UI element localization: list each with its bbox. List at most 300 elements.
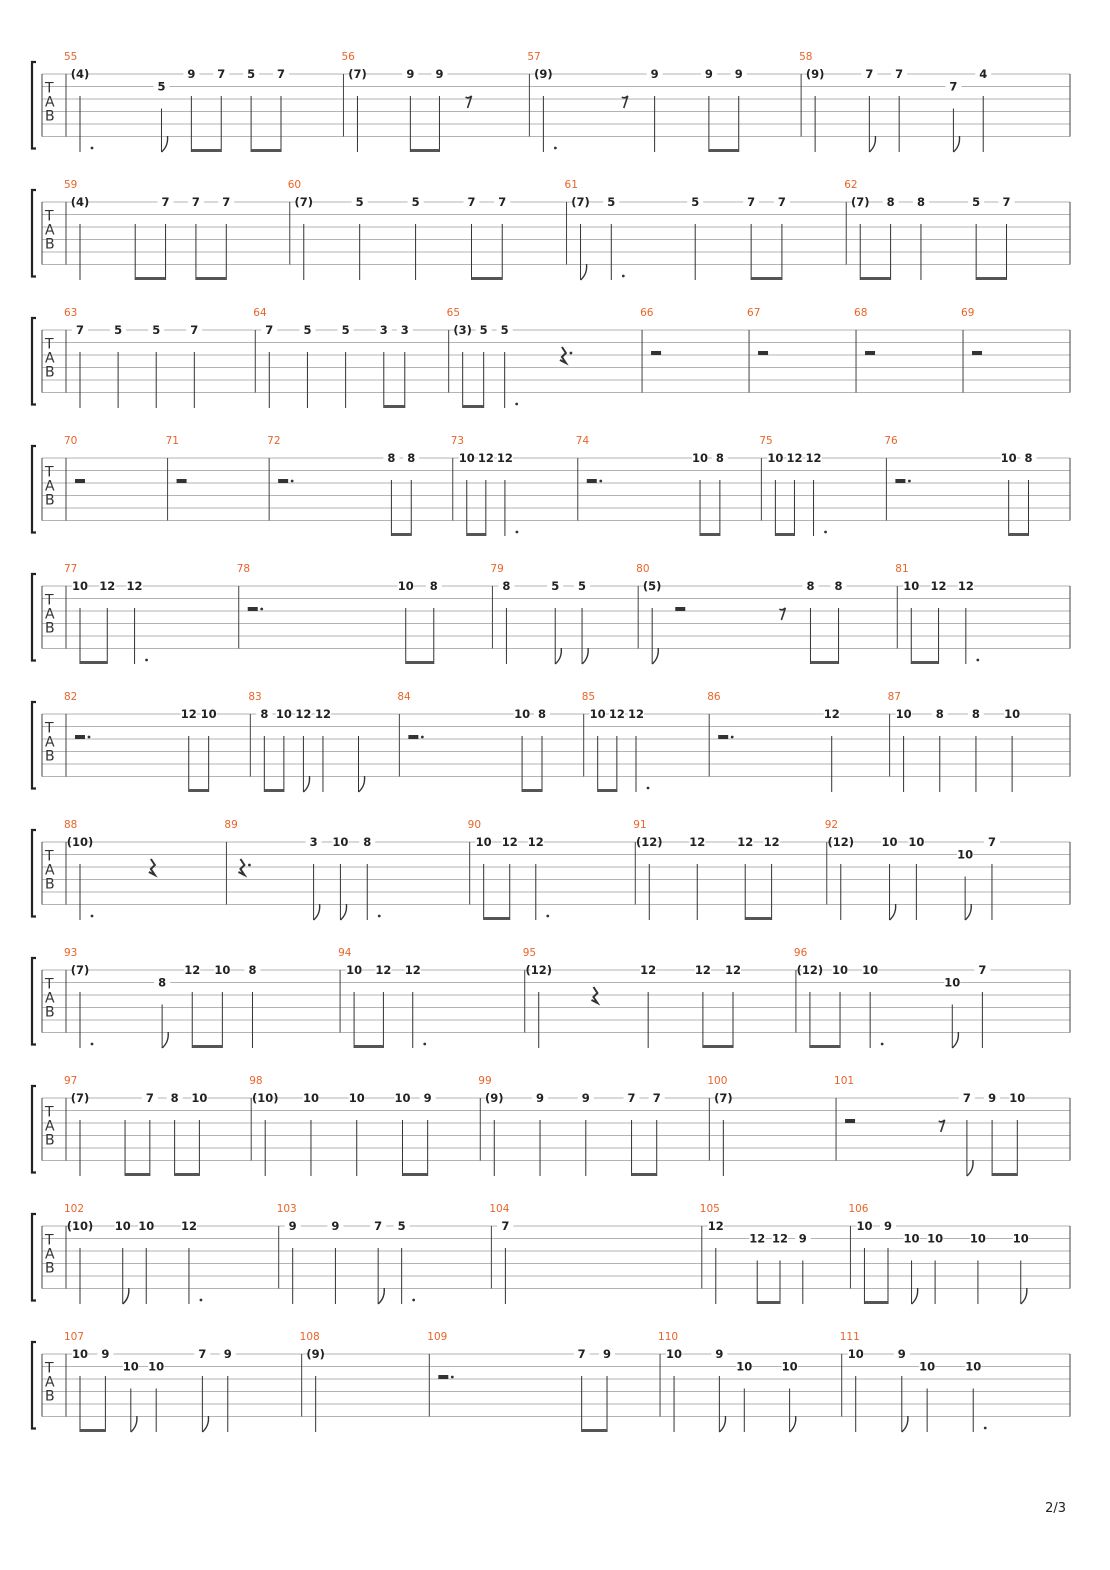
fret-number: 7 — [577, 1347, 586, 1361]
measure-number: 60 — [287, 179, 302, 191]
flag — [965, 904, 971, 920]
measure-number: 66 — [640, 307, 654, 319]
fret-number: (3) — [453, 323, 472, 337]
rest — [466, 96, 472, 108]
note — [932, 707, 948, 792]
flag — [131, 1416, 137, 1432]
fret-number: 10 — [666, 1347, 683, 1361]
fret-number: (7) — [850, 195, 870, 209]
tab-clef-letter: B — [45, 876, 55, 893]
measure-number: 64 — [253, 307, 267, 319]
note — [786, 451, 802, 536]
tab-system — [32, 1331, 1070, 1432]
note — [913, 195, 929, 280]
note — [285, 1219, 301, 1304]
beam — [192, 1045, 222, 1048]
note — [72, 579, 88, 664]
fret-number: 10 — [394, 1091, 411, 1105]
fret-number: 10 — [138, 1219, 155, 1233]
fret-number: 10 — [856, 1219, 873, 1233]
flag — [869, 136, 875, 152]
note — [689, 835, 705, 920]
tab-clef-letter: T — [45, 1104, 54, 1121]
note — [191, 1091, 207, 1176]
flag — [303, 776, 309, 792]
note — [856, 1219, 872, 1304]
note — [571, 195, 590, 280]
rest — [845, 1119, 855, 1123]
beam — [251, 149, 281, 152]
tab-clef-letter: A — [45, 1246, 55, 1263]
note — [1009, 1091, 1025, 1176]
beam — [911, 661, 938, 664]
fret-number: (4) — [70, 195, 90, 209]
note — [547, 579, 563, 664]
rest — [248, 607, 263, 611]
fret-number: 9 — [798, 1231, 807, 1246]
fret-number: 12 — [694, 963, 711, 977]
eighth-rest-glyph — [622, 96, 628, 108]
fret-number: 10 — [847, 1347, 864, 1361]
beam — [384, 405, 405, 408]
fret-number: 7 — [777, 195, 786, 209]
beam — [189, 789, 209, 792]
beam — [745, 917, 771, 920]
fret-number: 10 — [346, 963, 363, 977]
note — [453, 323, 472, 408]
half-rest-glyph — [177, 479, 187, 483]
note — [603, 195, 624, 280]
tab-system — [32, 563, 1070, 664]
note — [256, 707, 272, 792]
flag — [581, 264, 587, 280]
rest — [438, 1375, 453, 1379]
note — [142, 1091, 158, 1176]
note — [528, 835, 549, 920]
beam — [135, 277, 165, 280]
measure-number: 72 — [267, 435, 281, 447]
fret-number: 12 — [180, 1219, 197, 1233]
note — [959, 1091, 975, 1176]
fret-number: 10 — [908, 835, 925, 849]
fret-number: (7) — [70, 1091, 90, 1105]
note — [970, 1232, 986, 1305]
note — [984, 1091, 1000, 1176]
tab-clef-letter: T — [45, 976, 54, 993]
dot — [984, 1427, 987, 1430]
fret-number: 7 — [145, 1091, 154, 1105]
fret-number: 8 — [935, 707, 944, 721]
measure-number: 102 — [64, 1203, 85, 1215]
dot — [91, 915, 94, 918]
note — [408, 195, 424, 280]
note — [188, 195, 204, 280]
dot — [976, 659, 979, 662]
fret-number: 5 — [691, 195, 700, 209]
measure-number: 108 — [299, 1331, 320, 1343]
measure-number: 67 — [747, 307, 761, 319]
beam — [80, 1429, 105, 1432]
fret-number: 9 — [581, 1091, 590, 1105]
note — [1001, 451, 1017, 536]
note — [851, 195, 870, 280]
fret-number: 9 — [603, 1347, 612, 1361]
measure-number: 75 — [759, 435, 773, 447]
flag — [952, 1032, 958, 1048]
fret-number: 8 — [407, 451, 416, 465]
tab-clef-letter: B — [45, 1004, 55, 1021]
note — [882, 835, 898, 920]
beam — [632, 1173, 657, 1176]
note — [244, 963, 260, 1048]
note — [772, 1232, 788, 1305]
fret-number: 12 — [404, 963, 421, 977]
note — [802, 579, 818, 664]
fret-number: 7 — [652, 1091, 661, 1105]
note — [599, 1347, 615, 1432]
note — [148, 1360, 164, 1433]
measure-number: 65 — [446, 307, 461, 319]
note — [828, 835, 855, 920]
fret-number: 5 — [397, 1219, 406, 1233]
fret-number: 10 — [862, 963, 879, 977]
dot — [145, 659, 148, 662]
measure-number: 76 — [884, 435, 898, 447]
flag — [555, 648, 561, 664]
fret-number: 7 — [498, 195, 507, 209]
dot — [88, 736, 91, 739]
note — [71, 1091, 90, 1176]
fret-number: 12 — [749, 1231, 766, 1246]
tab-clef-letter: A — [45, 1374, 55, 1391]
fret-number: 7 — [467, 195, 476, 209]
note — [590, 707, 606, 792]
tab-clef-letter: T — [45, 848, 54, 865]
fret-number: 9 — [423, 1091, 432, 1105]
flag — [967, 1160, 973, 1176]
note — [795, 1232, 811, 1305]
measure-number: 96 — [793, 947, 808, 959]
flag — [340, 904, 346, 920]
note — [927, 1232, 943, 1305]
tab-system — [32, 307, 1070, 408]
note — [848, 1347, 864, 1432]
note — [359, 835, 380, 920]
tab-system — [32, 1203, 1070, 1304]
note — [213, 67, 229, 152]
measure-number: 94 — [338, 947, 352, 959]
note — [72, 1347, 88, 1432]
fret-number: 8 — [502, 579, 511, 593]
dot — [248, 864, 251, 867]
note — [420, 1091, 436, 1176]
fret-number: 5 — [411, 195, 420, 209]
measure-number: 74 — [575, 435, 590, 447]
fret-number: 10 — [71, 1347, 89, 1361]
system-bracket — [32, 1086, 36, 1173]
fret-number: 10 — [957, 847, 974, 862]
note — [578, 1091, 594, 1176]
fret-number: 5 — [247, 67, 256, 81]
fret-number: 7 — [222, 195, 231, 209]
fret-number: (4) — [70, 67, 90, 81]
fret-number: 3 — [379, 323, 388, 337]
fret-number: 5 — [972, 195, 981, 209]
fret-number: 9 — [223, 1347, 232, 1361]
fret-number: 8 — [170, 1091, 179, 1105]
note — [431, 67, 447, 152]
fret-number: 5 — [479, 323, 488, 337]
measure-number: 95 — [522, 947, 537, 959]
measure-number: 81 — [895, 563, 909, 575]
note — [332, 835, 348, 920]
note — [498, 579, 514, 664]
tab-system — [32, 819, 1070, 920]
dot — [731, 736, 734, 739]
tab-system — [32, 435, 1070, 536]
measure-number: 83 — [248, 691, 262, 703]
fret-number: (9) — [534, 67, 553, 81]
note — [957, 848, 973, 921]
fret-number: 8 — [158, 975, 167, 990]
measure-number: 63 — [64, 307, 78, 319]
tab-clef-letter: T — [45, 336, 54, 353]
note — [346, 963, 362, 1048]
tab-clef-letter: B — [45, 236, 55, 253]
note — [774, 195, 790, 280]
measure-number: 80 — [636, 563, 650, 575]
note — [295, 195, 314, 280]
beam — [264, 789, 284, 792]
note — [711, 1347, 727, 1432]
measure-number: 109 — [427, 1331, 448, 1343]
fret-number: 7 — [987, 835, 996, 849]
flag — [890, 904, 896, 920]
note — [824, 707, 840, 792]
fret-number: 10 — [200, 707, 217, 721]
note — [315, 707, 331, 792]
measure-number: 97 — [64, 1075, 78, 1087]
note — [497, 323, 518, 408]
tab-clef-letter: A — [45, 1118, 55, 1135]
note — [731, 67, 747, 152]
fret-number: 7 — [276, 67, 285, 81]
half-rest-glyph — [587, 479, 597, 483]
note — [695, 963, 711, 1048]
note — [167, 1091, 183, 1176]
note — [649, 1091, 665, 1176]
fret-number: 9 — [435, 67, 444, 81]
fret-number: 7 — [190, 323, 199, 337]
note — [497, 1219, 513, 1304]
fret-number: 10 — [736, 1359, 753, 1374]
rest — [177, 479, 187, 483]
measure-number: 58 — [799, 51, 813, 63]
fret-number: 12 — [724, 963, 741, 977]
beam — [976, 277, 1006, 280]
note — [767, 451, 783, 536]
fret-number: 12 — [314, 707, 331, 721]
fret-number: 7 — [217, 67, 226, 81]
measure-number: 88 — [64, 819, 78, 831]
note — [370, 1219, 386, 1304]
half-rest-glyph — [651, 351, 661, 355]
beam — [757, 1301, 780, 1304]
tab-clef-letter: T — [45, 80, 54, 97]
beam — [522, 789, 542, 792]
tab-clef-letter: A — [45, 734, 55, 751]
fret-number: 8 — [806, 579, 815, 593]
note — [643, 579, 662, 664]
note — [880, 1219, 896, 1304]
note — [1020, 451, 1036, 536]
note — [636, 835, 663, 920]
fret-number: 10 — [275, 707, 292, 721]
measure-number: 100 — [707, 1075, 728, 1087]
fret-number: 5 — [303, 323, 312, 337]
note — [1013, 1232, 1029, 1305]
note — [725, 963, 741, 1048]
note — [574, 1347, 590, 1432]
note — [349, 1091, 365, 1176]
note — [201, 707, 217, 792]
flag — [582, 648, 588, 664]
note — [243, 67, 259, 152]
fret-number: 3 — [400, 323, 409, 337]
beam — [463, 405, 484, 408]
fret-number: 5 — [578, 579, 587, 593]
measure-number: 82 — [64, 691, 78, 703]
fret-number: 10 — [1009, 1091, 1026, 1105]
half-rest-glyph — [248, 607, 258, 611]
note — [338, 323, 354, 408]
note — [463, 195, 479, 280]
beam — [864, 1301, 888, 1304]
tab-clef-letter: A — [45, 94, 55, 111]
beam — [354, 1045, 383, 1048]
half-rest-glyph — [278, 479, 288, 483]
fret-number: 8 — [387, 451, 396, 465]
note — [904, 1232, 920, 1305]
tab-clef-letter: T — [45, 720, 54, 737]
tab-system — [32, 691, 1070, 792]
tab-clef-letter: A — [45, 478, 55, 495]
fret-number: 12 — [772, 1231, 789, 1246]
fret-number: 5 — [341, 323, 350, 337]
fret-number: 12 — [763, 835, 780, 849]
dot — [824, 531, 827, 534]
measure-number: 84 — [397, 691, 411, 703]
rest — [651, 351, 661, 355]
measure-number: 57 — [527, 51, 541, 63]
tab-clef-letter: A — [45, 862, 55, 879]
fret-number: 9 — [331, 1219, 340, 1233]
fret-number: 5 — [152, 323, 161, 337]
note — [896, 707, 912, 792]
note — [975, 67, 991, 152]
measure-number: 61 — [564, 179, 578, 191]
fret-number: 9 — [715, 1347, 724, 1361]
beam — [1009, 533, 1029, 536]
fret-number: 10 — [1000, 451, 1017, 465]
note — [348, 67, 367, 152]
fret-number: 12 — [184, 963, 201, 977]
measure-number: 73 — [450, 435, 465, 447]
half-rest-glyph — [718, 735, 728, 739]
fret-number: 12 — [527, 835, 544, 849]
tab-system — [32, 947, 1070, 1048]
rest — [75, 479, 85, 483]
dot — [647, 787, 650, 790]
fret-number: (9) — [805, 67, 825, 81]
fret-number: 5 — [157, 79, 166, 94]
fret-number: (12) — [796, 963, 824, 977]
note — [110, 323, 126, 408]
note — [71, 195, 90, 280]
fret-number: 12 — [640, 963, 657, 977]
beam — [709, 149, 739, 152]
note — [624, 1091, 640, 1176]
beam — [196, 277, 226, 280]
fret-number: 10 — [1012, 1231, 1029, 1246]
beam — [80, 661, 107, 664]
system-bracket — [32, 958, 36, 1045]
fret-number: 12 — [707, 1219, 724, 1233]
system-bracket — [32, 1214, 36, 1301]
measure-number: 56 — [341, 51, 355, 63]
fret-number: 9 — [988, 1091, 997, 1105]
dot — [516, 531, 519, 534]
note — [514, 707, 530, 792]
note — [276, 707, 292, 792]
tab-clef-letter: B — [45, 1388, 55, 1405]
half-rest-glyph — [845, 1119, 855, 1123]
fret-number: 9 — [406, 67, 415, 81]
rest — [972, 351, 982, 355]
note — [708, 1219, 724, 1304]
tab-clef-letter: B — [45, 492, 55, 509]
fret-number: 7 — [949, 79, 958, 94]
fret-number: 7 — [374, 1219, 383, 1233]
dot — [423, 1043, 426, 1046]
half-rest-glyph — [75, 735, 85, 739]
fret-number: 12 — [496, 451, 513, 465]
note — [894, 1347, 910, 1432]
half-rest-glyph — [75, 479, 85, 483]
fret-number: 5 — [355, 195, 364, 209]
measure-number: 69 — [961, 307, 975, 319]
note — [405, 963, 426, 1048]
fret-number: 9 — [101, 1347, 110, 1361]
fret-number: 10 — [348, 1091, 365, 1105]
note — [640, 963, 656, 1048]
dot — [570, 352, 573, 355]
fret-number: 12 — [628, 707, 645, 721]
fret-number: (12) — [636, 835, 663, 849]
note — [394, 1091, 410, 1176]
fret-number: 12 — [823, 707, 840, 721]
fret-number: 8 — [429, 579, 438, 593]
note — [714, 1091, 733, 1176]
measure-number: 91 — [633, 819, 647, 831]
fret-number: 10 — [148, 1359, 165, 1374]
system-bracket — [32, 830, 36, 917]
rest — [75, 735, 90, 739]
fret-number: 8 — [248, 963, 257, 977]
note — [352, 195, 368, 280]
beam — [402, 1173, 427, 1176]
fret-number: 9 — [187, 67, 196, 81]
